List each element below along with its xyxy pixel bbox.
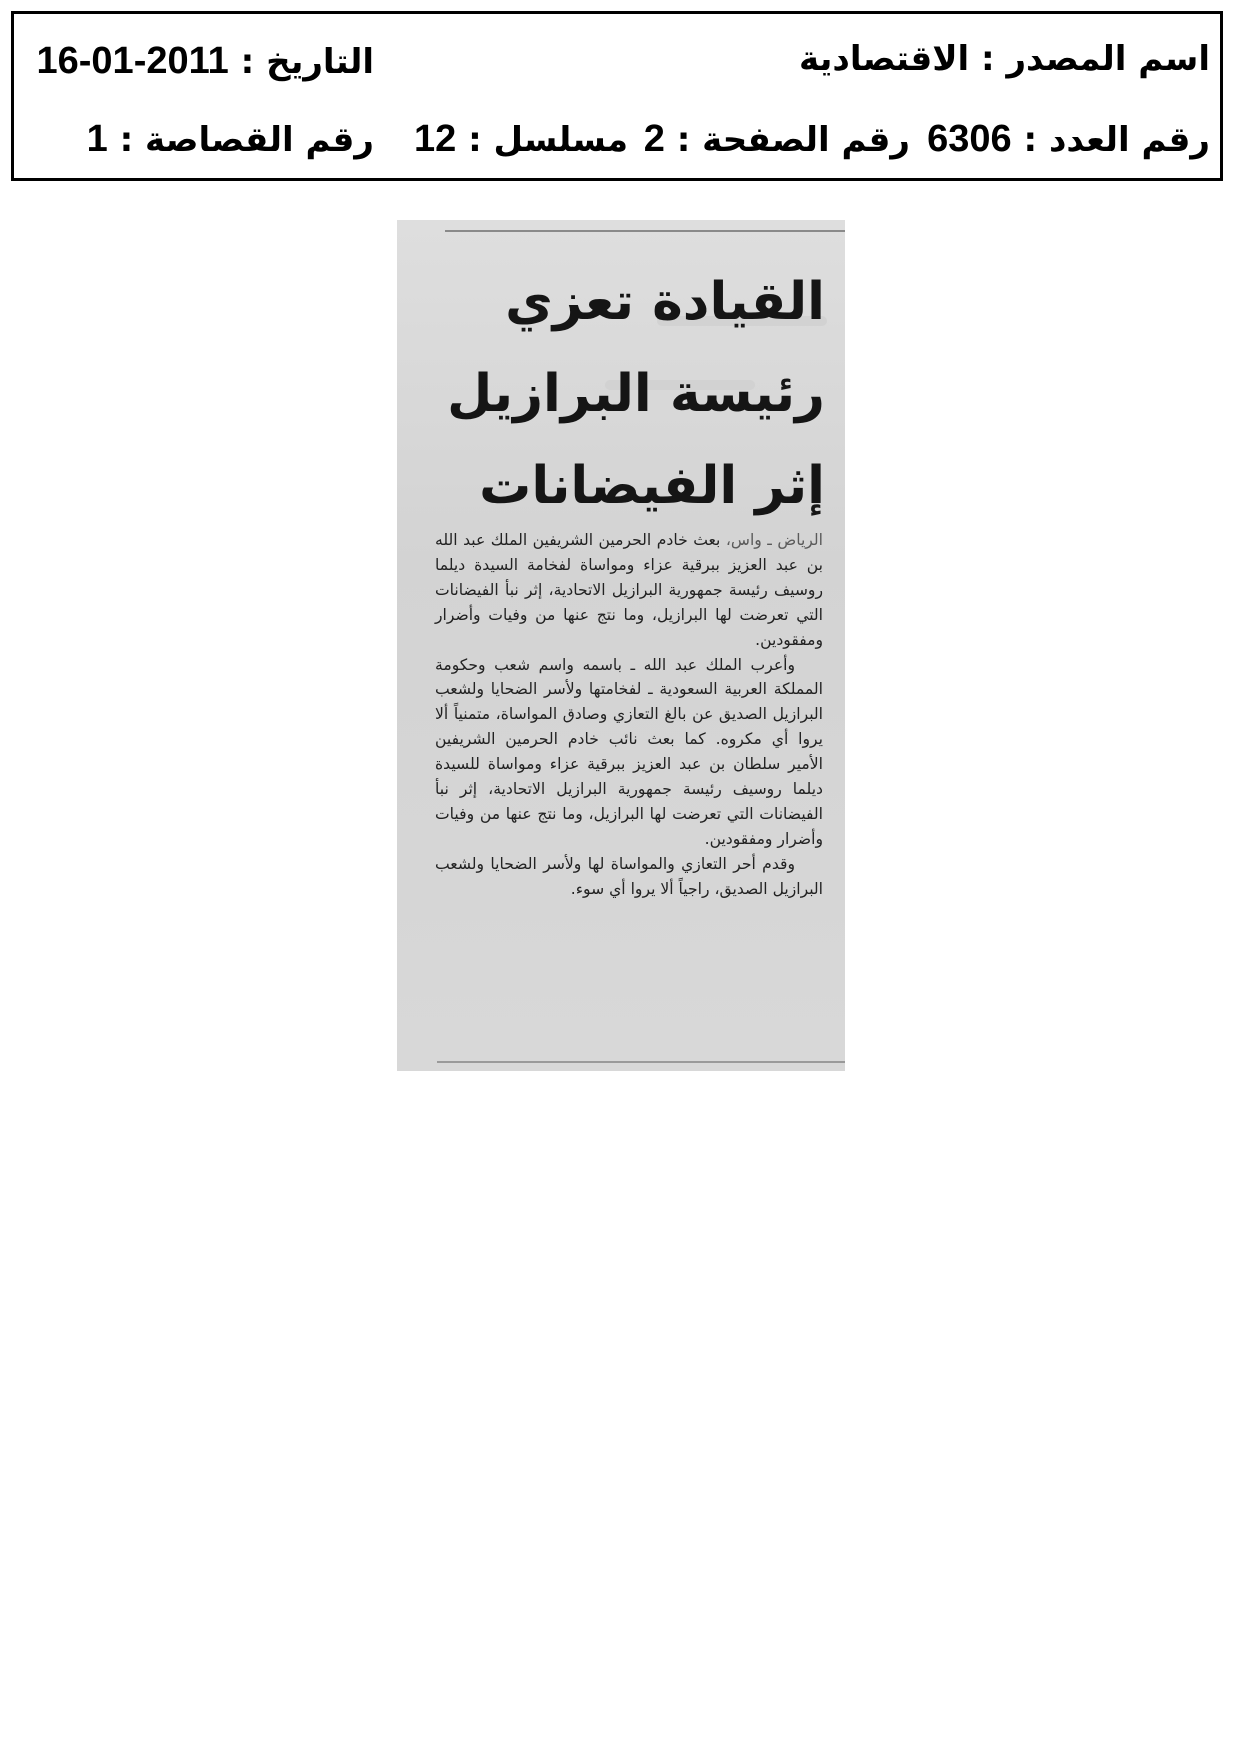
article-dateline: الرياض ـ واس، xyxy=(725,531,823,549)
newspaper-clipping xyxy=(397,220,845,1071)
article-headline xyxy=(415,256,825,532)
source-field xyxy=(798,39,1210,79)
article-paragraph-1 xyxy=(435,528,823,653)
page-label: رقم الصفحة : xyxy=(676,120,910,160)
issue-label: رقم العدد : xyxy=(1023,120,1210,160)
article-body xyxy=(435,528,823,902)
page-value: 2 xyxy=(643,118,665,160)
date-label: التاريخ : xyxy=(240,42,374,82)
paragraph-1-text: بعث خادم الحرمين الشريفين الملك عبد الله بن عبد العزيز ببرقية عزاء ومواساة لفخامة السيدة ديلما روسيف رئيسة جمهورية البرازيل الاتحادية، إثر نبأ الفيضانات التي تعرضت لها البرازيل، وما نتج عنها من وفيات وأضرار ومفقودين. xyxy=(435,531,823,649)
serial-label: مسلسل : xyxy=(468,120,628,160)
issue-value: 6306 xyxy=(927,118,1012,160)
clip-number-label: رقم القصاصة : xyxy=(119,120,374,160)
article-paragraph-3: وقدم أحر التعازي والمواساة لها ولأسر الضحايا ولشعب البرازيل الصديق، راجياً ألا يروا أي سوء. xyxy=(435,854,823,898)
clip-number-field xyxy=(87,120,374,158)
article-paragraph-2: وأعرب الملك عبد الله ـ باسمه واسم شعب وحكومة المملكة العربية السعودية ـ لفخامتها ولأسر الضحايا ولشعب البرازيل الصديق عن بالغ التعازي وصادق المواساة، متمنياً ألا يروا أي مكروه. كما بعث نائب خادم الحرمين الشريفين الأمير سلطان بن عبد العزيز ببرقية عزاء ومواساة للسيدة ديلما روسيف رئيسة جمهورية البرازيل الاتحادية، إثر نبأ الفيضانات التي تعرضت لها البرازيل، وما نتج عنها من وفيات وأضرار ومفقودين. xyxy=(435,655,823,848)
serial-field xyxy=(414,120,628,158)
source-label: اسم المصدر : xyxy=(981,39,1210,79)
source-value: الاقتصادية xyxy=(798,39,970,79)
issue-field xyxy=(927,120,1210,158)
clip-number-value: 1 xyxy=(86,118,108,160)
headline-line-3: إثر الفيضانات xyxy=(479,456,825,516)
serial-value: 12 xyxy=(413,118,457,160)
clipping-bottom-rule xyxy=(437,1061,845,1063)
headline-line-1: القيادة تعزي xyxy=(505,272,825,332)
headline-line-2: رئيسة البرازيل xyxy=(447,364,825,424)
page-field xyxy=(644,120,910,158)
clipping-top-rule xyxy=(445,230,845,232)
date-value: 2011-01-16 xyxy=(36,40,229,82)
date-field xyxy=(36,42,374,80)
